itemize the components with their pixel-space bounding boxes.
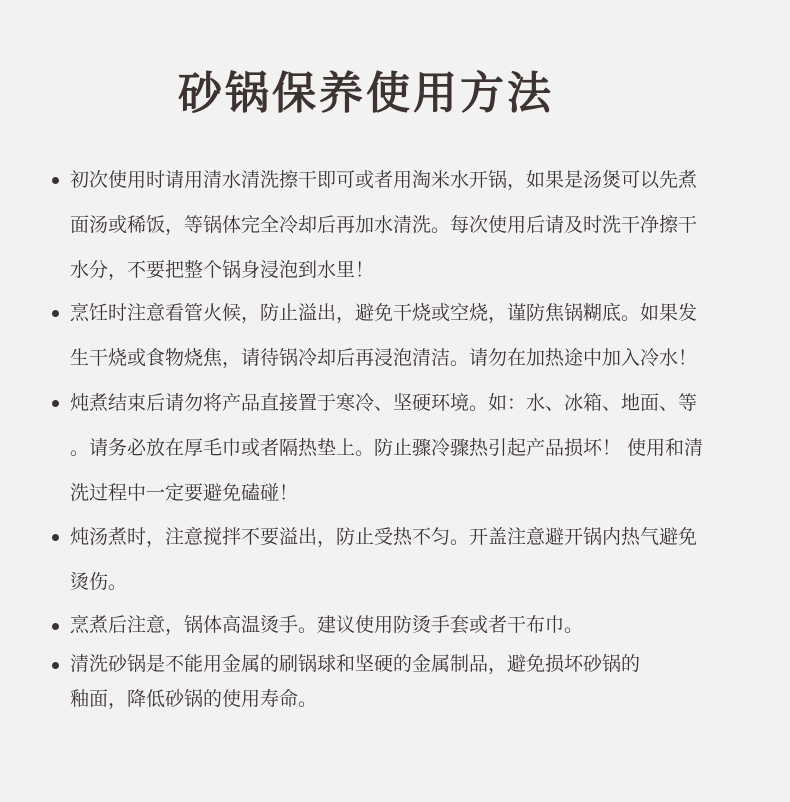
text-line: 清洗砂锅是不能用金属的刷锅球和坚硬的金属制品，避免损坏砂锅的	[70, 653, 641, 675]
bullet-dot-icon	[52, 400, 59, 407]
page-title: 砂锅保养使用方法	[178, 68, 554, 119]
text-line: 水分，不要把整个锅身浸泡到水里！	[70, 259, 375, 281]
list-item-text	[70, 291, 742, 381]
bullet-dot-icon	[52, 662, 59, 669]
bullet-dot-icon	[52, 310, 59, 317]
text-line: 生干烧或食物烧焦，请待锅冷却后再浸泡清洁。请勿在加热途中加入冷水！	[70, 347, 698, 369]
text-line: 。请务必放在厚毛巾或者隔热垫上。防止骤冷骤热引起产品损坏！ 使用和清	[70, 437, 704, 459]
text-line: 烹饪时注意看管火候，防止溢出，避免干烧或空烧，谨防焦锅糊底。如果发	[70, 302, 698, 324]
text-line: 初次使用时请用清水清洗擦干即可或者用淘米水开锅，如果是汤煲可以先煮	[70, 169, 698, 191]
text-line: 面汤或稀饭，等锅体完全冷却后再加水清洗。每次使用后请及时洗干净擦干	[70, 214, 698, 236]
text-line: 烹煮后注意，锅体高温烫手。建议使用防烫手套或者干布巾。	[70, 614, 584, 636]
list-item-text	[70, 608, 742, 643]
list-item-text	[70, 515, 742, 605]
text-line: 釉面，降低砂锅的使用寿命。	[70, 688, 318, 710]
text-line: 洗过程中一定要避免磕碰！	[70, 482, 299, 504]
bullet-dot-icon	[52, 534, 59, 541]
list-item-text	[70, 381, 742, 516]
text-line: 炖汤煮时，注意搅拌不要溢出，防止受热不匀。开盖注意避开锅内热气避免	[70, 526, 698, 548]
list-item-text	[70, 158, 742, 293]
bullet-dot-icon	[52, 623, 59, 630]
bullet-dot-icon	[52, 177, 59, 184]
text-line: 烫伤。	[70, 571, 128, 593]
list-item-text	[70, 647, 742, 717]
text-line: 炖煮结束后请勿将产品直接置于寒冷、坚硬环境。如：水、冰箱、地面、等	[70, 392, 698, 414]
